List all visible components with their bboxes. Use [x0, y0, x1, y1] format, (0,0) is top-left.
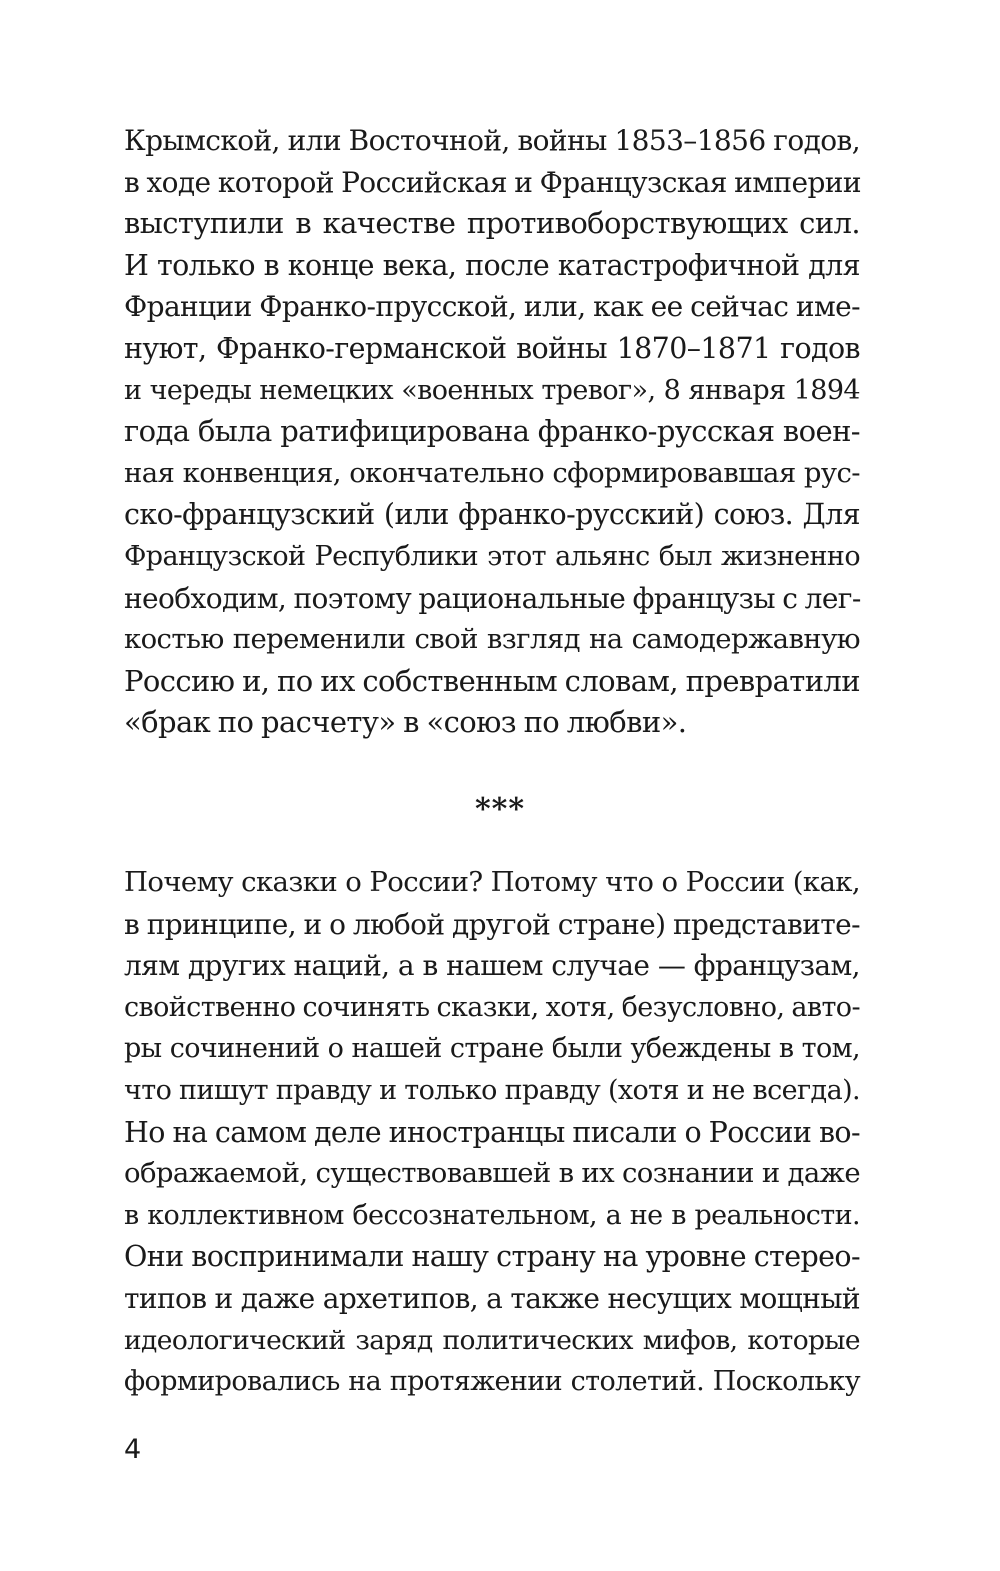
text-line: Французской Республики этот альянс был жизненно [124, 540, 860, 572]
text-line: лям других наций, а в нашем случае — французам, [124, 949, 860, 983]
text-line: Россию и, по их собственным словам, превратили [124, 663, 860, 698]
text-line: нуют, Франко-германской войны 1870–1871 годов [124, 331, 860, 365]
text-line: года была ратифицирована франко-русская воен- [124, 414, 860, 449]
text-line: идеологический заряд политических мифов, которые [124, 1324, 860, 1356]
text-line: Почему сказки о России? Потому что о России (как, [124, 866, 860, 898]
text-line: необходим, поэтому рациональные французы с лег- [124, 581, 861, 615]
text-line: Крымской, или Восточной, войны 1853–1856 годов, [124, 124, 860, 157]
text-line: что пишут правду и только правду (хотя и не всегда). [124, 1074, 860, 1106]
text-line: «брак по расчету» в «союз по любви». [124, 705, 687, 740]
text-line: в принципе, и о любой другой стране) представите- [124, 907, 860, 941]
text-line: ско-французский (или франко-русский) союз. Для [124, 498, 860, 532]
text-line: формировались на протяжении столетий. Поскольку [124, 1366, 860, 1398]
page-number: 4 [124, 1434, 142, 1465]
text-line: и череды немецких «военных тревог», 8 января 1894 [124, 374, 860, 406]
text-line: И только в конце века, после катастрофичной для [124, 248, 860, 282]
text-line: выступили в качестве противоборствующих сил. [124, 206, 860, 241]
text-line: костью переменили свой взгляд на самодержавную [124, 623, 860, 656]
text-line: Франции Франко-прусской, или, как ее сейчас име- [124, 290, 860, 324]
text-line: типов и даже архетипов, а также несущих мощный [124, 1281, 860, 1315]
text-line: Они воспринимали нашу страну на уровне стерео- [124, 1240, 860, 1274]
paragraph-2 [124, 862, 860, 1403]
section-separator: *** [474, 792, 526, 827]
paragraph-1 [124, 120, 860, 744]
text-line: Но на самом деле иностранцы писали о России во- [124, 1115, 860, 1149]
text-line: ры сочинений о нашей стране были убеждены в том, [124, 1033, 860, 1065]
text-line: ображаемой, существовавшей в их сознании и даже [124, 1157, 860, 1190]
text-line: в ходе которой Российская и Французская империи [124, 165, 861, 199]
text-line: свойственно сочинять сказки, хотя, безусловно, авто- [124, 991, 860, 1023]
text-line: ная конвенция, окончательно сформировавшая рус- [124, 456, 860, 489]
text-line: в коллективном бессознательном, а не в реальности. [124, 1199, 860, 1231]
